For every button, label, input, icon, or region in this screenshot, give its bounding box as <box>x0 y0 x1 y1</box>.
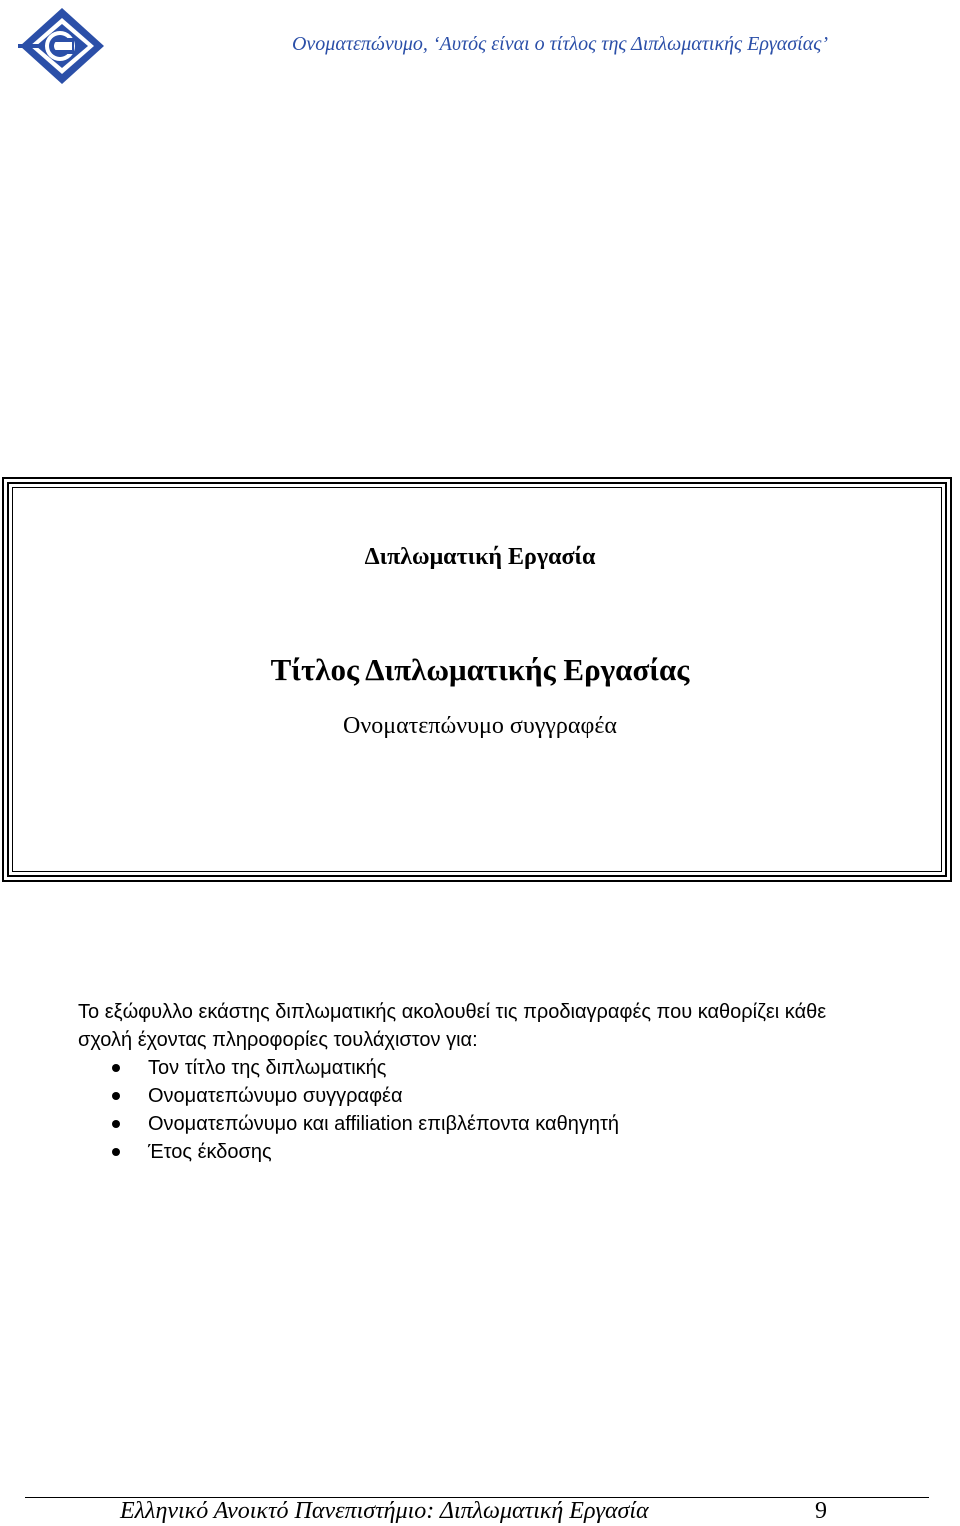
bullet-icon <box>112 1092 120 1100</box>
intro-paragraph: Το εξώφυλλο εκάστης διπλωματικής ακολουθεί τις προδιαγραφές που καθορίζει κάθε σχολή έχοντας πληροφορίες τουλάχιστον για: <box>78 1001 827 1051</box>
list-item-text: Ονοματεπώνυμο και affiliation επιβλέποντα καθηγητή <box>148 1113 619 1135</box>
page-number: 9 <box>815 1498 827 1524</box>
list-item <box>78 1110 878 1138</box>
list-item-text: Τον τίτλο της διπλωματικής <box>148 1057 387 1079</box>
list-item <box>78 1138 878 1166</box>
list-item-text: Έτος έκδοσης <box>148 1141 272 1163</box>
bullet-icon <box>112 1148 120 1156</box>
footer-text: Ελληνικό Ανοικτό Πανεπιστήμιο: Διπλωματική Εργασία <box>120 1498 649 1524</box>
body-section <box>78 998 878 1166</box>
list-item-text: Ονοματεπώνυμο συγγραφέα <box>148 1085 403 1107</box>
list-item <box>78 1082 878 1110</box>
cover-author: Ονοματεπώνυμο συγγραφέα <box>343 713 617 739</box>
requirements-list <box>78 1054 878 1166</box>
bullet-icon <box>112 1120 120 1128</box>
list-item <box>78 1054 878 1082</box>
bullet-icon <box>112 1064 120 1072</box>
running-header-title: Ονοματεπώνυμο, ‘Αυτός είναι ο τίτλος της Διπλωματικής Εργασίας’ <box>291 33 828 55</box>
cover-title: Τίτλος Διπλωματικής Εργασίας <box>270 652 690 687</box>
cover-thesis-label: Διπλωματική Εργασία <box>364 544 596 570</box>
